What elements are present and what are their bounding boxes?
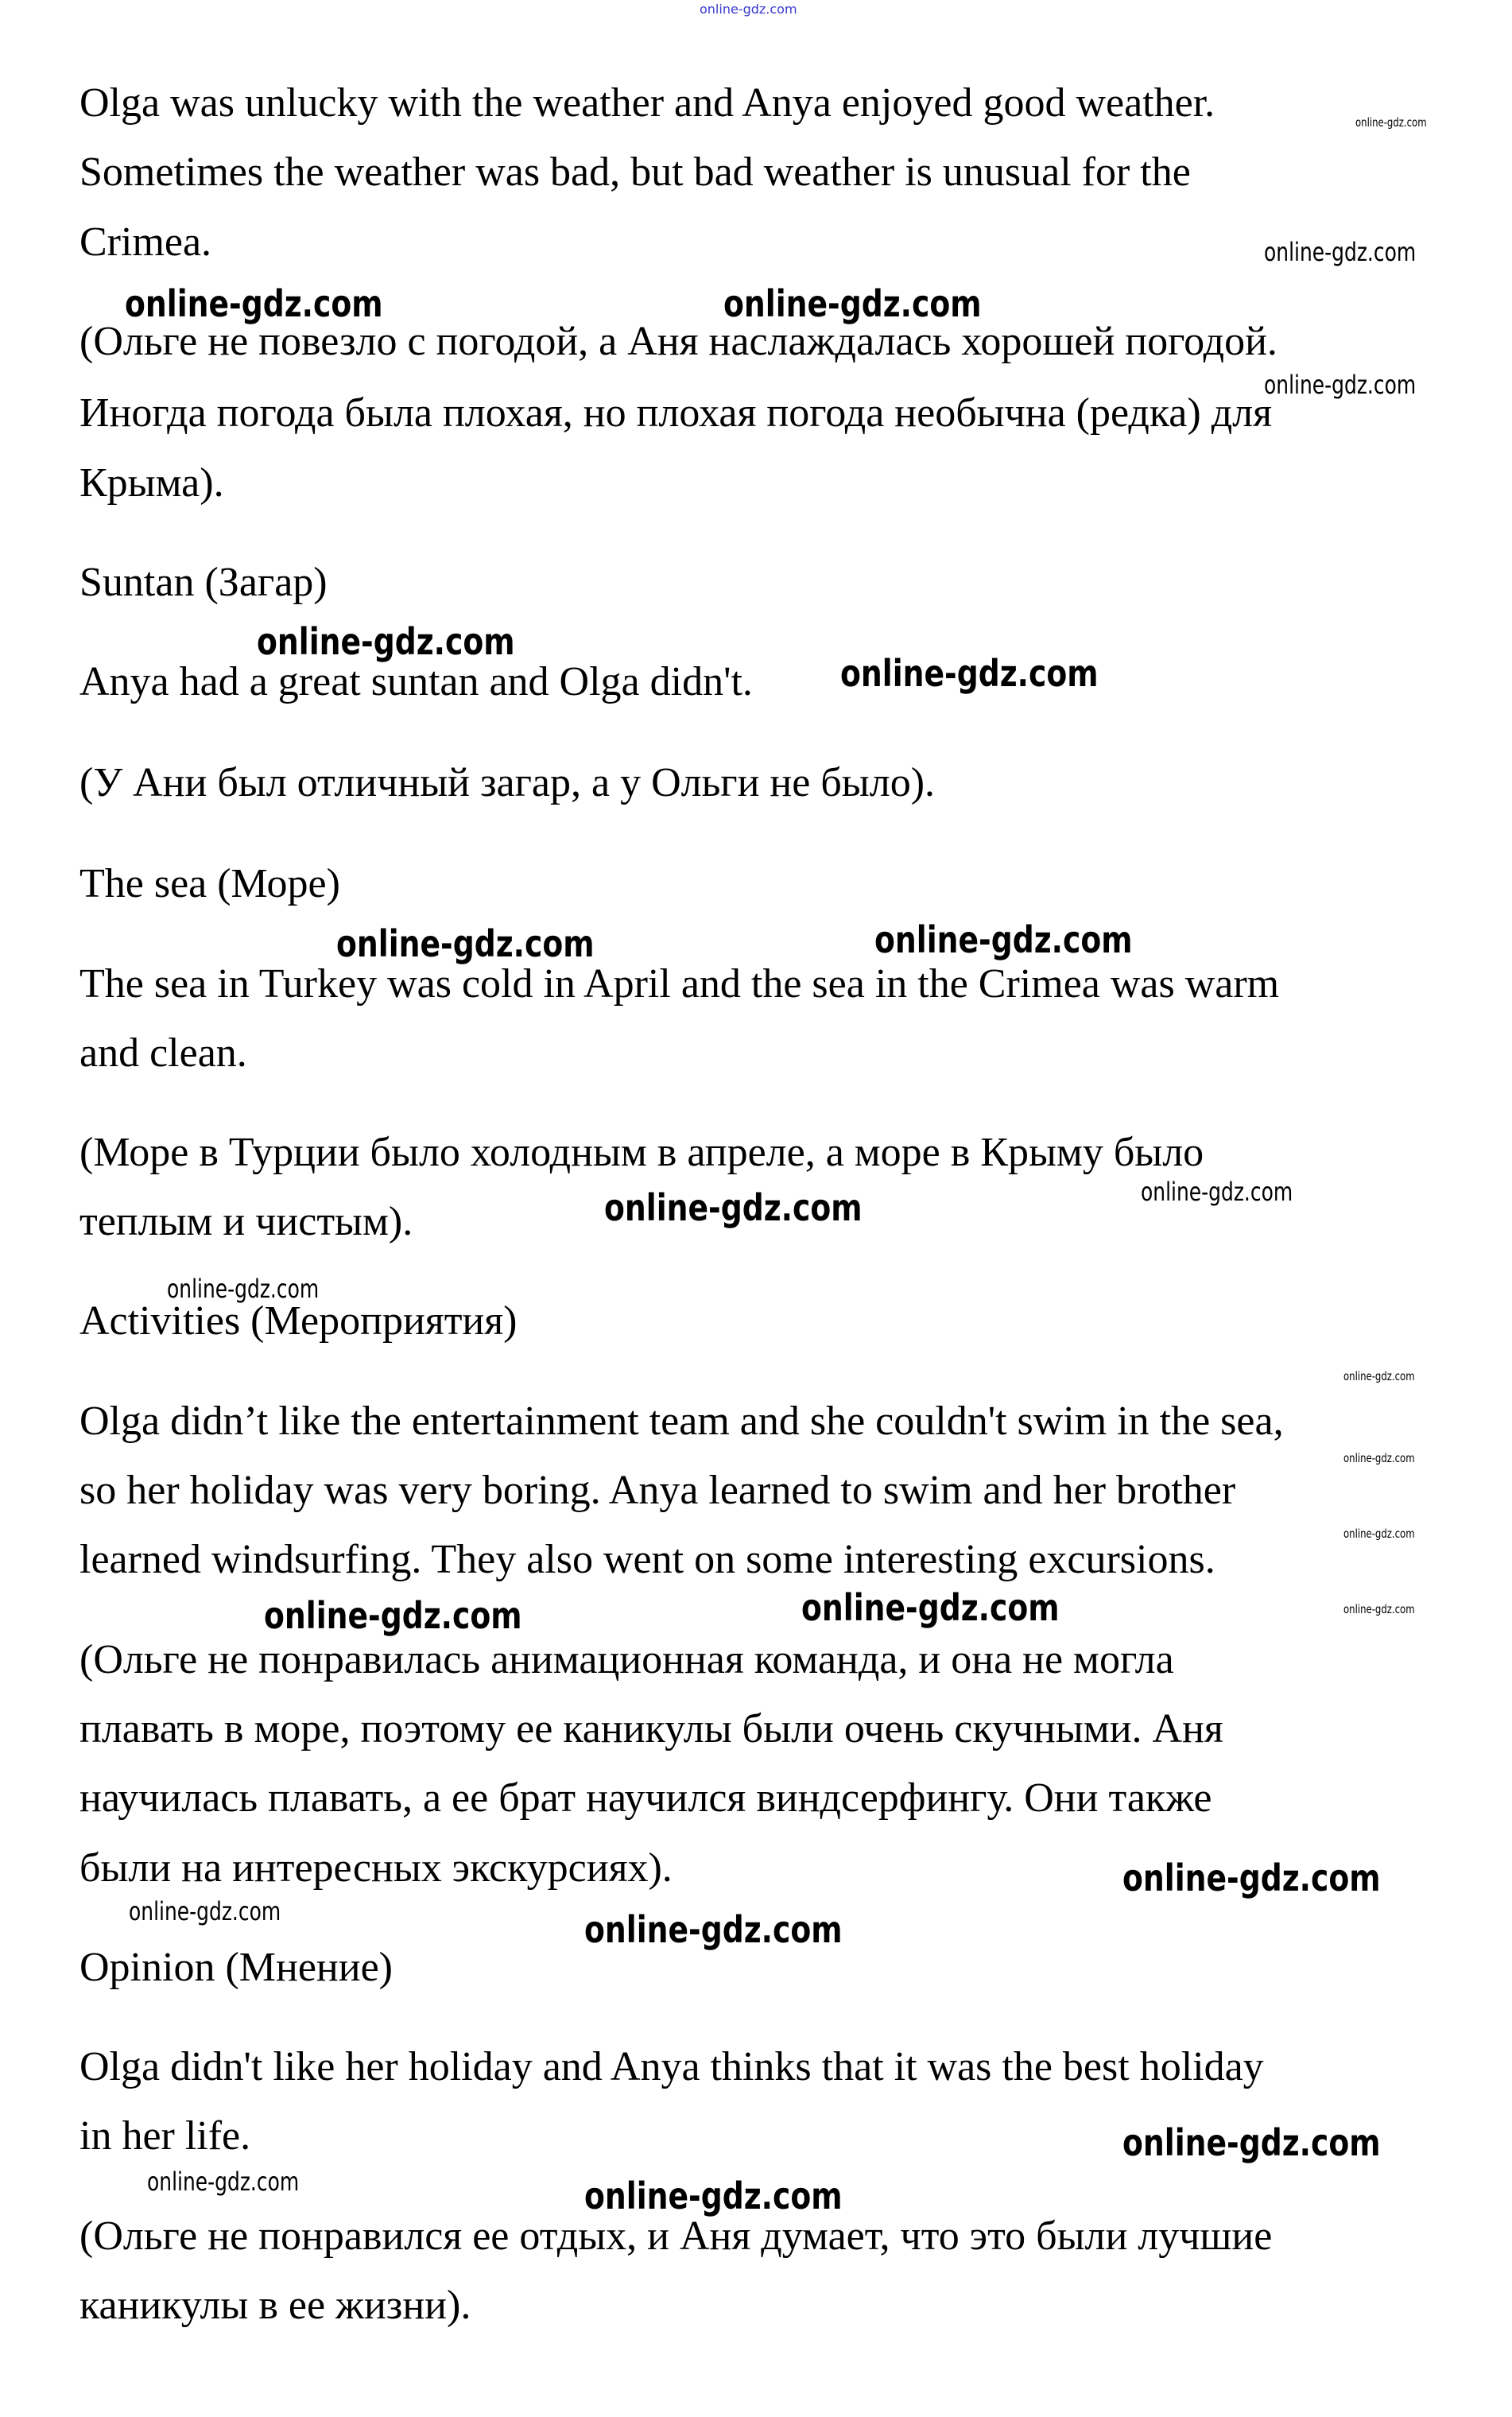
text-line: плавать в море, поэтому ее каникулы были очень скучными. Аня bbox=[79, 1706, 1223, 1752]
text-line: Olga was unlucky with the weather and Anya enjoyed good weather. bbox=[79, 80, 1215, 126]
text-line: (Ольге не понравился ее отдых, и Аня думает, что это были лучшие bbox=[79, 2213, 1273, 2259]
text-line: научилась плавать, а ее брат научился виндсерфингу. Они также bbox=[79, 1775, 1212, 1821]
text-line: Иногда погода была плохая, но плохая погода необычна (редка) для bbox=[79, 390, 1273, 436]
text-line: Anya had a great suntan and Olga didn't. bbox=[79, 659, 753, 704]
watermark: online-gdz.com bbox=[1343, 1451, 1415, 1465]
text-line: so her holiday was very boring. Anya learned to swim and her brother bbox=[79, 1468, 1236, 1513]
watermark: online-gdz.com bbox=[1264, 237, 1417, 267]
text-line: in her life. bbox=[79, 2113, 251, 2159]
section-heading: Activities (Мероприятия) bbox=[79, 1298, 518, 1344]
text-line: learned windsurfing. They also went on some interesting excursions. bbox=[79, 1537, 1215, 1582]
text-line: Olga didn't like her holiday and Anya thinks that it was the best holiday bbox=[79, 2044, 1264, 2089]
section-heading: Opinion (Мнение) bbox=[79, 1945, 393, 1990]
top-watermark: online-gdz.com bbox=[700, 2, 797, 17]
text-line: The sea in Turkey was cold in April and the sea in the Crimea was warm bbox=[79, 961, 1280, 1007]
watermark: online-gdz.com bbox=[1141, 1177, 1293, 1207]
watermark: online-gdz.com bbox=[257, 620, 515, 663]
watermark: online-gdz.com bbox=[1122, 1856, 1381, 1899]
watermark: online-gdz.com bbox=[1343, 1602, 1415, 1616]
text-line: были на интересных экскурсиях). bbox=[79, 1845, 673, 1891]
watermark: online-gdz.com bbox=[584, 2175, 843, 2217]
text-line: Olga didn’t like the entertainment team and she couldn't swim in the sea, bbox=[79, 1399, 1284, 1444]
watermark: online-gdz.com bbox=[1343, 1369, 1415, 1383]
watermark: online-gdz.com bbox=[723, 282, 982, 325]
watermark: online-gdz.com bbox=[840, 652, 1099, 695]
watermark: online-gdz.com bbox=[147, 2167, 300, 2197]
text-line: (Ольге не понравилась анимационная команда, и она не могла bbox=[79, 1637, 1174, 1682]
section-heading: The sea (Море) bbox=[79, 861, 340, 906]
watermark: online-gdz.com bbox=[1355, 115, 1427, 130]
text-line: Crimea. bbox=[79, 219, 212, 265]
section-heading: Suntan (Загар) bbox=[79, 560, 328, 605]
text-line: теплым и чистым). bbox=[79, 1199, 413, 1244]
watermark: online-gdz.com bbox=[1264, 370, 1417, 400]
text-line: Крыма). bbox=[79, 460, 224, 506]
watermark: online-gdz.com bbox=[1343, 1527, 1415, 1541]
watermark: online-gdz.com bbox=[874, 918, 1133, 961]
watermark: online-gdz.com bbox=[584, 1908, 843, 1951]
watermark: online-gdz.com bbox=[1122, 2121, 1381, 2164]
watermark: online-gdz.com bbox=[336, 922, 595, 965]
text-line: (Ольге не повезло с погодой, а Аня наслаждалась хорошей погодой. bbox=[79, 319, 1277, 364]
text-line: and clean. bbox=[79, 1030, 247, 1076]
watermark: online-gdz.com bbox=[167, 1274, 320, 1304]
watermark: online-gdz.com bbox=[264, 1594, 522, 1637]
watermark: online-gdz.com bbox=[801, 1586, 1060, 1629]
text-line: каникулы в ее жизни). bbox=[79, 2283, 471, 2328]
watermark: online-gdz.com bbox=[125, 282, 383, 325]
watermark: online-gdz.com bbox=[129, 1896, 281, 1926]
text-line: (Море в Турции было холодным в апреле, а море в Крыму было bbox=[79, 1130, 1204, 1175]
text-line: (У Ани был отличный загар, а у Ольги не было). bbox=[79, 760, 936, 805]
text-line: Sometimes the weather was bad, but bad weather is unusual for the bbox=[79, 149, 1191, 195]
watermark: online-gdz.com bbox=[604, 1186, 863, 1229]
